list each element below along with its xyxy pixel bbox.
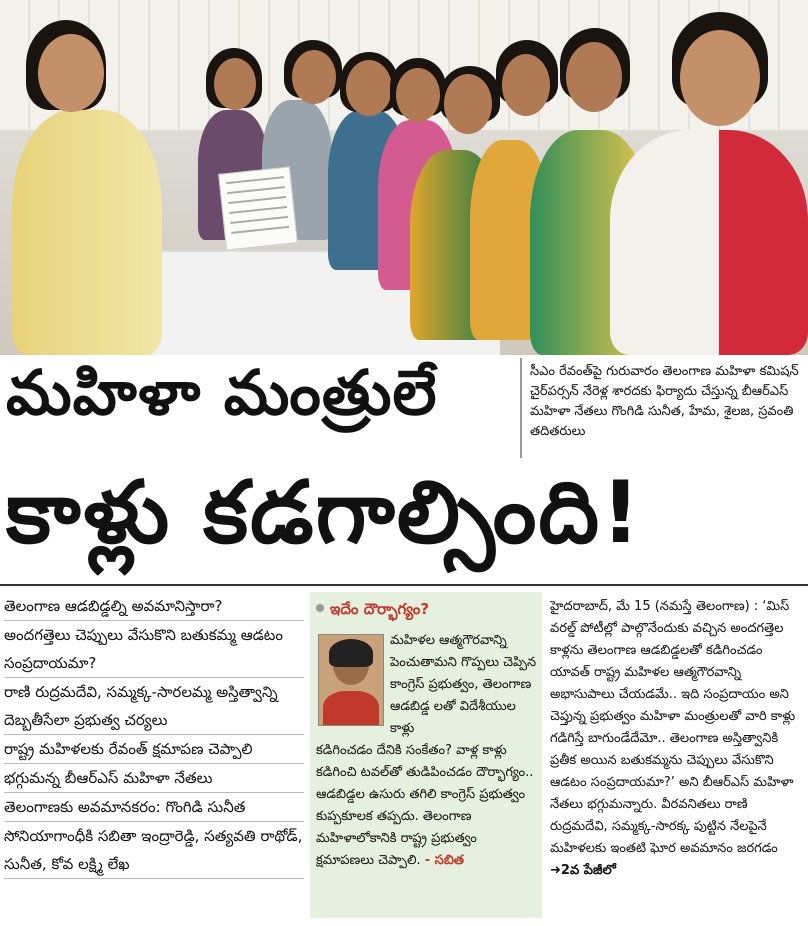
news-photo	[0, 0, 808, 355]
article-body	[550, 596, 804, 882]
quote-text-indented: మహిళల ఆత్మగౌరవాన్ని పెంచుతామని గొప్పలు చెప్పిన కాంగ్రెస్ ప్రభుత్వం, తెలంగాణ ఆడబిడ్డ లతో విదేశీయుల కాళ్లు	[390, 633, 537, 736]
highlight-item: సోనియాగాంధీకి సబితా ఇంద్రారెడ్డి, సత్యవతి రాథోడ్, సునీత, కోవ లక్ష్మి లేఖ	[4, 822, 304, 879]
headline-divider	[0, 584, 808, 586]
photo-caption: సీఎం రేవంత్‌పై గురువారం తెలంగాణ మహిళా కమిషన్ చైర్‌పర్సన్ నేరెళ్ల శారదకు ఫిర్యాదు చేస్తున్న బీఆర్‌ఎస్ మహిళా నేతలు గొంగిడి సునీత, హేమ, శైలజ, స్రవంతి తదితరులు	[520, 358, 808, 458]
highlight-item: రాష్ట్ర మహిళలకు రేవంత్ క్షమాపణ చెప్పాలి	[4, 735, 304, 764]
quote-box	[310, 592, 542, 918]
quote-text	[316, 630, 538, 872]
bullet-dot-icon	[316, 604, 324, 612]
article-text: హైదరాబాద్, మే 15 (నమస్తే తెలంగాణ) : ‘మిస్ వరల్డ్ పోటీల్లో పాల్గొనేందుకు వచ్చిన అందగత్తెల కాళ్లను తెలంగాణ ఆడబిడ్డలతో కడిగించడం యావత్ రాష్ట్ర మహిళల ఆత్మగౌరవాన్ని అభాసుపాలు చేయడమే.. ఇది సంప్రదాయం అని చెప్తున్న ప్రభుత్వం మహిళా మంత్రులతో వారి కాళ్లు గడిగిస్తే బాగుండేదేమో.. తెలంగాణ అస్తిత్వానికి ప్రతీక అయిన బతుకమ్మను చెప్పులు వేసుకొని ఆడటం సంప్రదాయమా?’ అని బీఆర్‌ఎస్ మహిళా నేతలు భగ్గుమన్నారు. వీరవనితలు రాణి రుద్రమదేవి, సమ్మక్క-సారక్క పుట్టిన నేలపైనే మహిళలకు ఇంతటి ఘోర అవమానం జరగడం	[550, 599, 796, 856]
headline-line-2: కాళ్లు కడగాల్సింది!	[6, 463, 643, 563]
quote-kicker: ఇదేం దౌర్భాగ్యం?	[330, 600, 430, 618]
quote-signature: - సబిత	[424, 853, 464, 868]
headline-line-1: మహిళా మంత్రులే	[6, 356, 438, 429]
highlight-item: భగ్గుమన్న బీఆర్‌ఎస్ మహిళా నేతలు	[4, 764, 304, 793]
continued-link[interactable]: ➜2వ పేజీలో	[550, 863, 616, 878]
highlight-item: రాణి రుద్రమదేవి, సమ్మక్క-సారలమ్మ అస్తిత్వాన్ని దెబ్బతీసేలా ప్రభుత్వ చర్యలు	[4, 678, 304, 735]
quote-text-body: కడిగించడం దేనికి సంకేతం? వాళ్ల కాళ్లు కడిగించి టవల్‌తో తుడిపించడం దౌర్భాగ్యం.. ఆడబిడ్డల ఉసురు తగిలి కాంగ్రెస్ ప్రభుత్వం కుప్పకూలక తప్పదు. తెలంగాణ మహిళాలోకానికి రాష్ట్ర ప్రభుత్వం క్షమాపణలు చెప్పాలి.	[316, 743, 534, 868]
highlight-item: తెలంగాణకు అవమానకరం: గొంగిడి సునీత	[4, 793, 304, 822]
highlight-item: తెలంగాణ ఆడబిడ్డల్ని అవమానిస్తారా?	[4, 592, 304, 621]
highlights-column	[4, 592, 304, 879]
photo-person-chairperson	[12, 110, 162, 355]
highlight-item: అందగత్తెలు చెప్పులు వేసుకొని బతుకమ్మ ఆడటం సంప్రదాయమా?	[4, 621, 304, 678]
complaint-letter	[218, 166, 298, 250]
